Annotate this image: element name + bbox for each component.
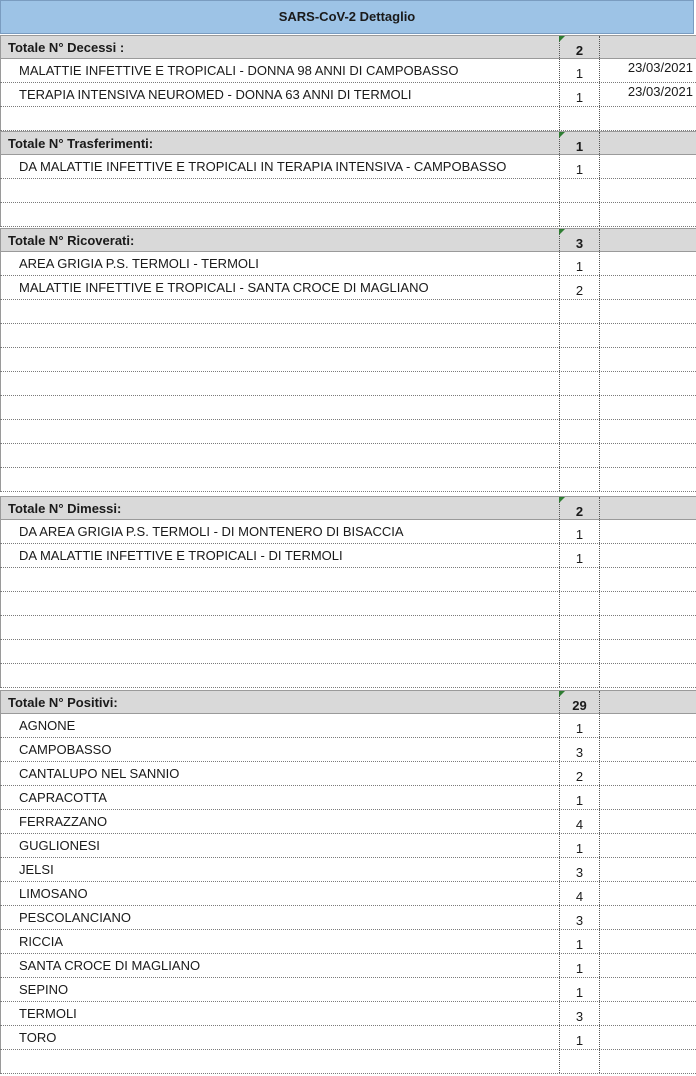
empty-row xyxy=(0,444,696,468)
date-cell xyxy=(599,691,696,713)
row-date xyxy=(599,1002,696,1025)
row-count: 4 xyxy=(559,882,599,905)
row-count: 3 xyxy=(559,906,599,929)
table-row xyxy=(0,834,696,858)
section-header-ricoverati xyxy=(0,228,696,252)
empty-cell xyxy=(0,568,559,591)
empty-cell xyxy=(599,444,696,467)
empty-cell xyxy=(559,396,599,419)
row-date xyxy=(599,252,696,275)
section-total: 3 xyxy=(559,229,599,251)
row-label: MALATTIE INFETTIVE E TROPICALI - DONNA 98 ANNI DI CAMPOBASSO xyxy=(0,59,559,82)
empty-cell xyxy=(599,420,696,443)
row-count: 1 xyxy=(559,954,599,977)
empty-row xyxy=(0,1050,696,1074)
empty-cell xyxy=(559,300,599,323)
table-row xyxy=(0,520,696,544)
empty-cell xyxy=(559,664,599,687)
empty-cell xyxy=(599,1050,696,1073)
empty-cell xyxy=(599,640,696,663)
row-count: 1 xyxy=(559,155,599,178)
row-date xyxy=(599,810,696,833)
row-date xyxy=(599,1026,696,1049)
cell-note-indicator-icon xyxy=(559,691,565,697)
row-label: AREA GRIGIA P.S. TERMOLI - TERMOLI xyxy=(0,252,559,275)
empty-row xyxy=(0,300,696,324)
row-label: TORO xyxy=(0,1026,559,1049)
row-label: CAMPOBASSO xyxy=(0,738,559,761)
table-row xyxy=(0,1026,696,1050)
row-label: TERAPIA INTENSIVA NEUROMED - DONNA 63 ANNI DI TERMOLI xyxy=(0,83,559,106)
empty-row xyxy=(0,324,696,348)
row-count: 3 xyxy=(559,1002,599,1025)
table-row xyxy=(0,786,696,810)
empty-cell xyxy=(0,420,559,443)
empty-cell xyxy=(559,203,599,226)
row-date xyxy=(599,155,696,178)
table-row xyxy=(0,59,696,83)
empty-cell xyxy=(599,372,696,395)
table-row xyxy=(0,930,696,954)
row-date xyxy=(599,978,696,1001)
row-count: 1 xyxy=(559,978,599,1001)
section-title: Totale N° Dimessi: xyxy=(0,497,559,519)
row-count: 1 xyxy=(559,252,599,275)
table-row xyxy=(0,83,696,107)
section-total: 29 xyxy=(559,691,599,713)
empty-cell xyxy=(599,348,696,371)
row-count: 1 xyxy=(559,930,599,953)
table-row xyxy=(0,954,696,978)
row-label: PESCOLANCIANO xyxy=(0,906,559,929)
date-cell xyxy=(599,132,696,154)
row-date xyxy=(599,906,696,929)
empty-cell xyxy=(559,616,599,639)
row-date xyxy=(599,276,696,299)
row-count: 1 xyxy=(559,83,599,106)
row-label: LIMOSANO xyxy=(0,882,559,905)
empty-cell xyxy=(599,179,696,202)
section-title: Totale N° Decessi : xyxy=(0,36,559,58)
empty-cell xyxy=(0,444,559,467)
row-label: RICCIA xyxy=(0,930,559,953)
row-label: SANTA CROCE DI MAGLIANO xyxy=(0,954,559,977)
empty-cell xyxy=(559,444,599,467)
row-date xyxy=(599,786,696,809)
row-label: FERRAZZANO xyxy=(0,810,559,833)
empty-cell xyxy=(559,1050,599,1073)
empty-row xyxy=(0,616,696,640)
row-label: GUGLIONESI xyxy=(0,834,559,857)
table-row xyxy=(0,762,696,786)
row-label: DA AREA GRIGIA P.S. TERMOLI - DI MONTENERO DI BISACCIA xyxy=(0,520,559,543)
empty-cell xyxy=(559,107,599,130)
empty-cell xyxy=(559,420,599,443)
table-row xyxy=(0,978,696,1002)
empty-cell xyxy=(559,592,599,615)
row-date: 23/03/2021 xyxy=(599,83,696,106)
row-date xyxy=(599,762,696,785)
empty-cell xyxy=(0,396,559,419)
empty-row xyxy=(0,179,696,203)
row-label: TERMOLI xyxy=(0,1002,559,1025)
row-date xyxy=(599,858,696,881)
row-count: 3 xyxy=(559,738,599,761)
table-row xyxy=(0,1002,696,1026)
row-count: 1 xyxy=(559,714,599,737)
date-cell xyxy=(599,36,696,58)
section-total: 1 xyxy=(559,132,599,154)
date-cell xyxy=(599,497,696,519)
row-count: 1 xyxy=(559,59,599,82)
empty-cell xyxy=(0,300,559,323)
section-total: 2 xyxy=(559,36,599,58)
empty-cell xyxy=(0,203,559,226)
section-title: Totale N° Positivi: xyxy=(0,691,559,713)
row-count: 2 xyxy=(559,762,599,785)
empty-cell xyxy=(599,568,696,591)
empty-cell xyxy=(0,640,559,663)
table-row xyxy=(0,714,696,738)
empty-cell xyxy=(599,324,696,347)
row-label: SEPINO xyxy=(0,978,559,1001)
table-row xyxy=(0,544,696,568)
empty-cell xyxy=(559,568,599,591)
section-header-decessi xyxy=(0,35,696,59)
empty-cell xyxy=(0,179,559,202)
empty-cell xyxy=(0,664,559,687)
row-count: 1 xyxy=(559,786,599,809)
date-cell xyxy=(599,229,696,251)
cell-note-indicator-icon xyxy=(559,132,565,138)
empty-cell xyxy=(0,468,559,491)
empty-cell xyxy=(0,324,559,347)
row-date xyxy=(599,882,696,905)
section-title: Totale N° Ricoverati: xyxy=(0,229,559,251)
row-label: AGNONE xyxy=(0,714,559,737)
empty-row xyxy=(0,568,696,592)
table-row xyxy=(0,882,696,906)
empty-cell xyxy=(559,372,599,395)
empty-cell xyxy=(559,179,599,202)
empty-cell xyxy=(559,324,599,347)
empty-row xyxy=(0,664,696,688)
empty-cell xyxy=(599,300,696,323)
row-label: CANTALUPO NEL SANNIO xyxy=(0,762,559,785)
empty-cell xyxy=(0,372,559,395)
row-date xyxy=(599,544,696,567)
row-label: CAPRACOTTA xyxy=(0,786,559,809)
empty-row xyxy=(0,372,696,396)
row-date xyxy=(599,520,696,543)
row-count: 2 xyxy=(559,276,599,299)
empty-cell xyxy=(0,592,559,615)
table-row xyxy=(0,858,696,882)
row-count: 1 xyxy=(559,1026,599,1049)
empty-cell xyxy=(599,107,696,130)
cell-note-indicator-icon xyxy=(559,229,565,235)
empty-row xyxy=(0,468,696,492)
empty-cell xyxy=(599,664,696,687)
row-label: JELSI xyxy=(0,858,559,881)
row-count: 4 xyxy=(559,810,599,833)
row-count: 1 xyxy=(559,520,599,543)
empty-cell xyxy=(559,640,599,663)
cell-note-indicator-icon xyxy=(559,36,565,42)
empty-cell xyxy=(0,1050,559,1073)
section-header-trasferimenti xyxy=(0,131,696,155)
empty-row xyxy=(0,348,696,372)
empty-cell xyxy=(599,468,696,491)
empty-cell xyxy=(559,468,599,491)
table-row xyxy=(0,906,696,930)
section-header-dimessi xyxy=(0,496,696,520)
table-row xyxy=(0,810,696,834)
row-label: MALATTIE INFETTIVE E TROPICALI - SANTA CROCE DI MAGLIANO xyxy=(0,276,559,299)
empty-cell xyxy=(599,592,696,615)
table-row xyxy=(0,155,696,179)
row-date: 23/03/2021 xyxy=(599,59,696,82)
empty-row xyxy=(0,396,696,420)
table-row xyxy=(0,738,696,762)
empty-cell xyxy=(0,348,559,371)
empty-row xyxy=(0,640,696,664)
row-date xyxy=(599,738,696,761)
table-row xyxy=(0,252,696,276)
sheet-title: SARS-CoV-2 Dettaglio xyxy=(0,0,694,34)
empty-cell xyxy=(559,348,599,371)
empty-cell xyxy=(599,396,696,419)
row-label: DA MALATTIE INFETTIVE E TROPICALI - DI TERMOLI xyxy=(0,544,559,567)
row-count: 3 xyxy=(559,858,599,881)
section-total: 2 xyxy=(559,497,599,519)
section-title: Totale N° Trasferimenti: xyxy=(0,132,559,154)
empty-cell xyxy=(0,616,559,639)
row-date xyxy=(599,930,696,953)
empty-row xyxy=(0,420,696,444)
table-row xyxy=(0,276,696,300)
section-header-positivi xyxy=(0,690,696,714)
cell-note-indicator-icon xyxy=(559,497,565,503)
row-date xyxy=(599,834,696,857)
row-label: DA MALATTIE INFETTIVE E TROPICALI IN TERAPIA INTENSIVA - CAMPOBASSO xyxy=(0,155,559,178)
row-date xyxy=(599,714,696,737)
empty-row xyxy=(0,107,696,131)
row-date xyxy=(599,954,696,977)
empty-row xyxy=(0,203,696,227)
empty-row xyxy=(0,592,696,616)
empty-cell xyxy=(599,203,696,226)
row-count: 1 xyxy=(559,544,599,567)
empty-cell xyxy=(0,107,559,130)
empty-cell xyxy=(599,616,696,639)
row-count: 1 xyxy=(559,834,599,857)
